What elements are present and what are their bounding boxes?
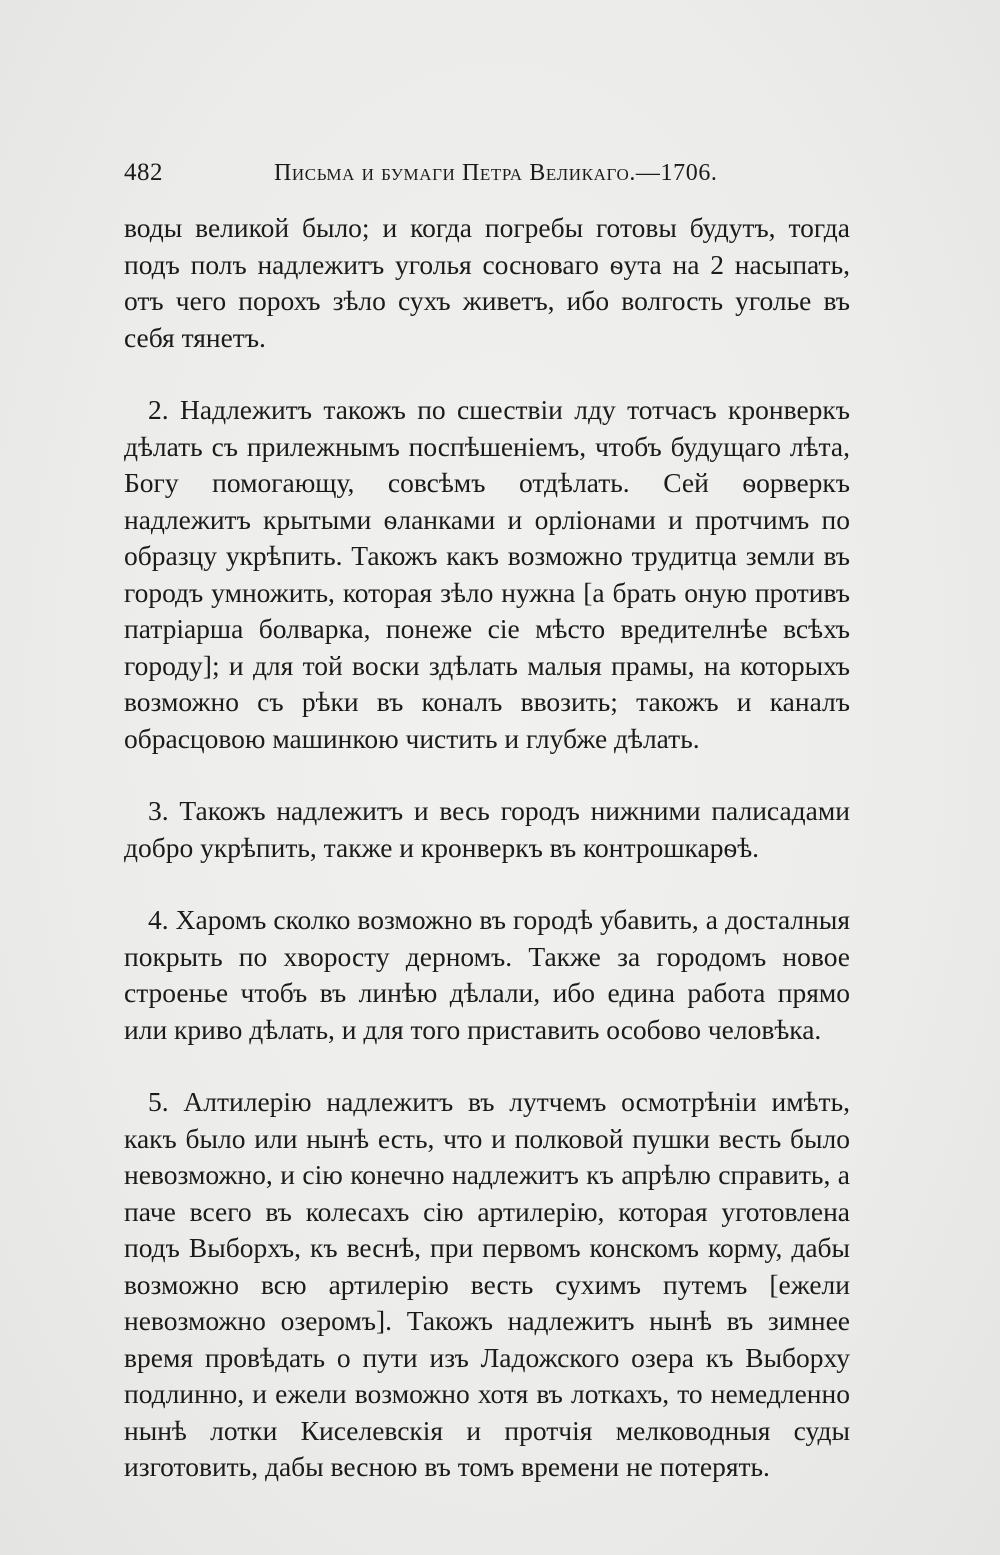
body-text	[124, 210, 850, 1486]
page-header	[124, 156, 852, 190]
paragraph-5: 5. Алтилерію надлежитъ въ лутчемъ осмотрѣніи имѣть, какъ было или нынѣ есть, что и полковой пушки весть было невозможно, и сію конечно надлежитъ къ апрѣлю справить, а паче всего въ колесахъ сію артилерію, которая уготовлена подъ Выборхъ, къ веснѣ, при первомъ конскомъ корму, дабы возможно всю артилерію весть сухимъ путемъ [ежели невозможно озеромъ]. Такожъ надлежитъ нынѣ въ зимнее время провѣдать о пути изъ Ладожского озера къ Выборху подлинно, и ежели возможно хотя въ лоткахъ, то немедленно нынѣ лотки Киселевскія и протчія мелководныя суды изготовить, дабы весною въ томъ времени не потерять.	[124, 1086, 850, 1482]
paragraph-continuation: воды великой было; и когда погребы готовы будутъ, тогда подъ полъ надлежитъ уголья сосноваго ѳута на 2 насыпать, отъ чего порохъ зѣло сухъ живетъ, ибо волгость уголье въ себя тянетъ.	[124, 212, 850, 353]
running-title: Письма и бумаги Петра Великаго.—1706.	[274, 160, 718, 186]
paragraph-3: 3. Такожъ надлежитъ и весь городъ нижними палисадами добро укрѣпить, также и кронверкъ въ контрошкарѳѣ.	[124, 795, 850, 863]
page-number: 482	[124, 159, 163, 186]
paragraph-4: 4. Харомъ сколко возможно въ городѣ убавить, а досталныя покрыть по хворосту дерномъ. Также за городомъ новое строенье чтобъ въ линѣю дѣлали, ибо едина работа прямо или криво дѣлать, и для того приставить особово человѣка.	[124, 904, 850, 1045]
paragraph-2: 2. Надлежитъ такожъ по сшествіи лду тотчасъ кронверкъ дѣлать съ прилежнымъ поспѣшеніемъ, чтобъ будущаго лѣта, Богу помогающу, совсѣмъ отдѣлать. Сей ѳорверкъ надлежитъ крытыми ѳланками и орліонами и протчимъ по образцу укрѣпить. Такожъ какъ возможно трудитца земли въ городъ умножить, которая зѣло нужна [а брать оную противъ патріарша болварка, понеже сіе мѣсто вредителнѣе всѣхъ городу]; и для той воски здѣлать малыя прамы, на которыхъ возможно съ рѣки въ коналъ ввозить; такожъ и каналъ обрасцовою машинкою чистить и глубже дѣлать.	[124, 394, 850, 754]
